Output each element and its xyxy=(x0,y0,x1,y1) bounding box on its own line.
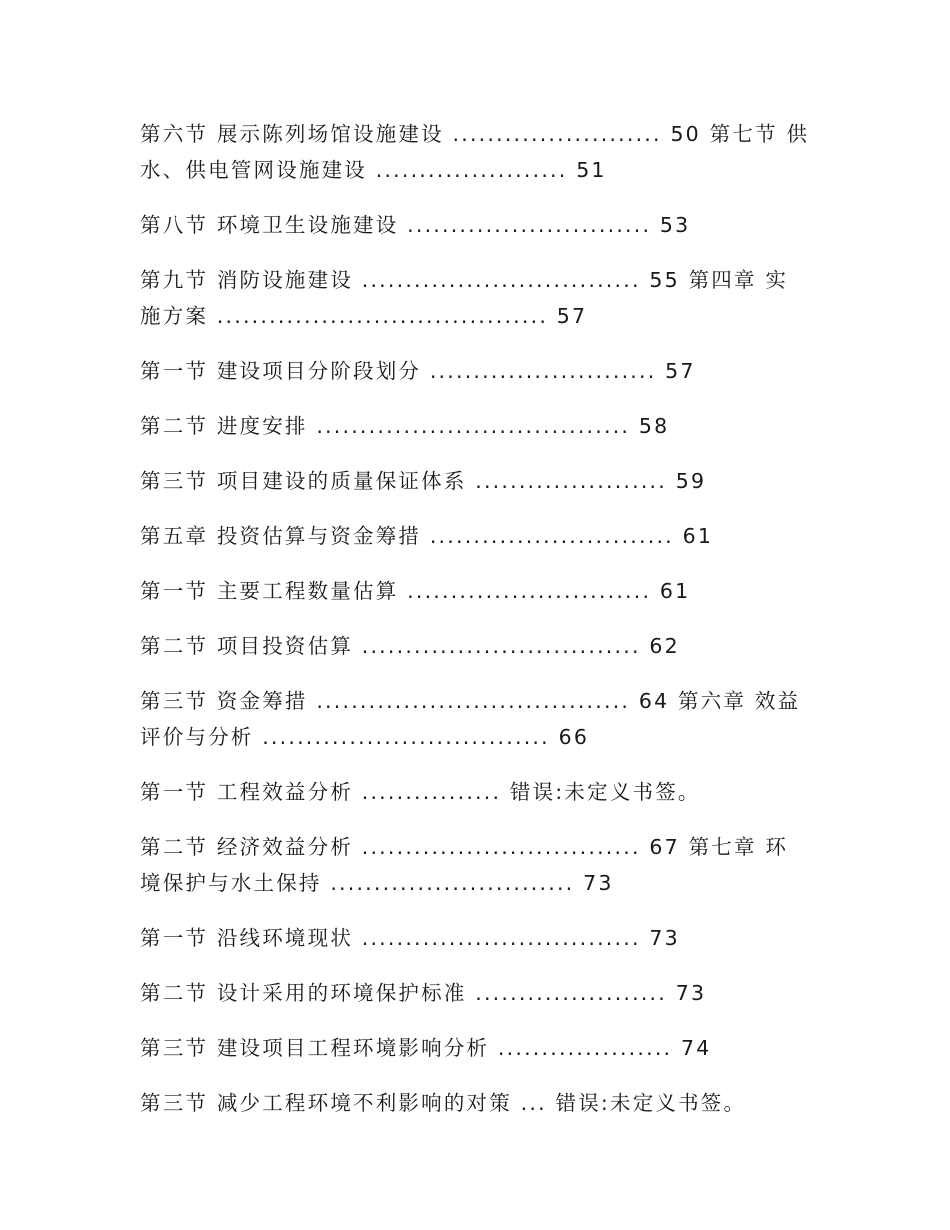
toc-entry[interactable]: 第一节 工程效益分析 ................ 错误:未定义书签。 xyxy=(140,780,701,804)
toc-entry[interactable]: 第一节 沿线环境现状 ................................ 73 xyxy=(140,926,680,950)
table-of-contents xyxy=(140,116,810,1140)
toc-entry[interactable]: 第三节 资金筹措 .................................... 64 第六章 效益评价与分析 ................................. 66 xyxy=(140,689,801,749)
toc-entry[interactable]: 第三节 减少工程环境不利影响的对策 ... 错误:未定义书签。 xyxy=(140,1091,747,1115)
toc-entry[interactable]: 第二节 设计采用的环境保护标准 ...................... 73 xyxy=(140,981,707,1005)
toc-entry[interactable]: 第三节 建设项目工程环境影响分析 .................... 74 xyxy=(140,1036,712,1060)
toc-entry[interactable]: 第三节 项目建设的质量保证体系 ...................... 59 xyxy=(140,469,707,493)
toc-entry[interactable]: 第九节 消防设施建设 ................................ 55 第四章 实施方案 ...................................... 57 xyxy=(140,268,789,328)
toc-entry[interactable]: 第八节 环境卫生设施建设 ............................ 53 xyxy=(140,213,691,237)
toc-entry[interactable]: 第五章 投资估算与资金筹措 ............................ 61 xyxy=(140,524,714,548)
toc-entry[interactable]: 第六节 展示陈列场馆设施建设 ........................ 50 第七节 供水、供电管网设施建设 ...................... 51 xyxy=(140,122,810,182)
toc-entry[interactable]: 第一节 建设项目分阶段划分 .......................... 57 xyxy=(140,359,696,383)
toc-entry[interactable]: 第二节 经济效益分析 ................................ 67 第七章 环境保护与水土保持 ............................ 73 xyxy=(140,835,789,895)
toc-entry[interactable]: 第一节 主要工程数量估算 ............................ 61 xyxy=(140,579,691,603)
toc-entry[interactable]: 第二节 项目投资估算 ................................ 62 xyxy=(140,634,680,658)
toc-entry[interactable]: 第二节 进度安排 .................................... 58 xyxy=(140,414,670,438)
